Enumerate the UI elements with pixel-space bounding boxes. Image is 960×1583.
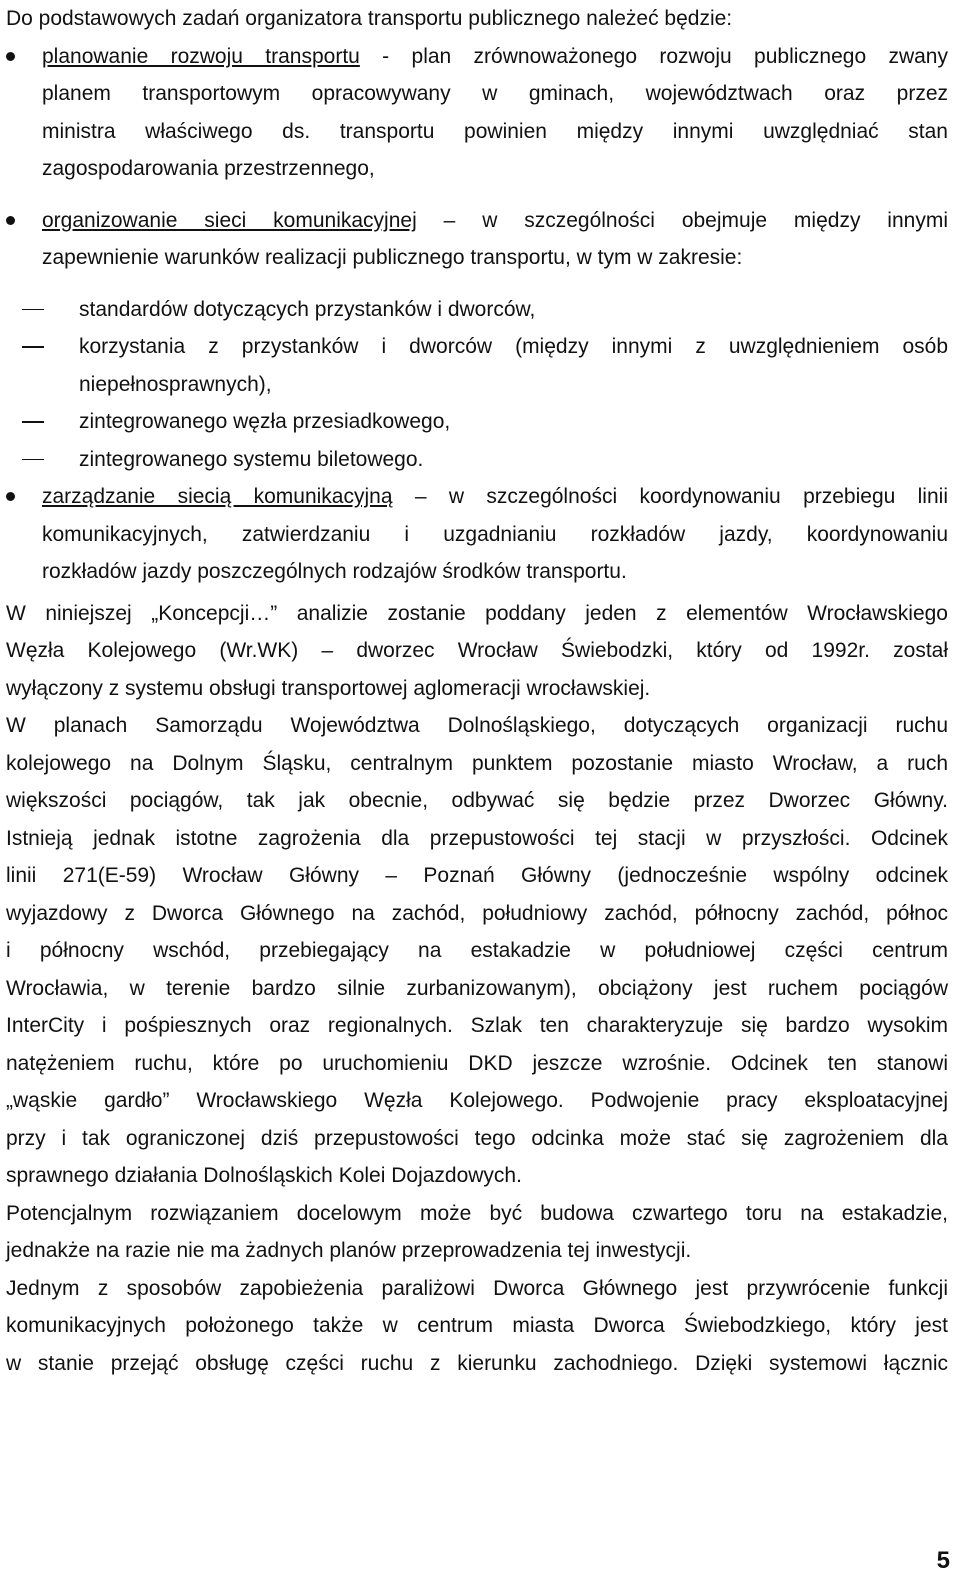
dash-icon xyxy=(22,346,44,348)
bullet-icon xyxy=(6,492,15,501)
list-item: zarządzanie siecią komunikacyjną – w szczególności koordynowaniu przebiegu linii komunikacyjnych, zatwierdzaniu i uzgadnianiu rozkładów jazdy, koordynowaniu rozkładów jazdy poszczególnych rodzajów środków transportu. xyxy=(6,478,948,591)
sub-list-item: zintegrowanego węzła przesiadkowego, xyxy=(6,403,948,441)
bullet-icon xyxy=(6,216,15,225)
sub-list-item: zintegrowanego systemu biletowego. xyxy=(6,441,948,479)
intro-text: Do podstawowych zadań organizatora transportu publicznego należeć będzie: xyxy=(6,7,733,30)
document-page xyxy=(6,0,948,1382)
paragraph: Jednym z sposobów zapobieżenia paraliżowi Dworca Głównego jest przywrócenie funkcji komunikacyjnych położonego także w centrum miasta Dworca Świebodzkiego, który jest w stanie przejąć obsługę części ruchu z kierunku zachodniego. Dzięki systemowi łącznic xyxy=(6,1276,948,1375)
bullet-text: zagospodarowania przestrzennego, xyxy=(42,157,375,180)
bullet-text: rozkładów jazdy poszczególnych rodzajów środków transportu. xyxy=(42,560,627,583)
bullet-lead: planowanie rozwoju transportu xyxy=(42,44,360,68)
dash-icon xyxy=(22,309,44,311)
dash-icon xyxy=(22,459,44,461)
paragraph: W niniejszej „Koncepcji…” analizie zostanie poddany jeden z elementów Wrocławskiego Węzła Kolejowego (Wr.WK) – dworzec Wrocław Świebodzki, który od 1992r. został wyłączony z systemu obsługi transportowej aglomeracji wrocławskiej. xyxy=(6,601,948,700)
bullet-text: komunikacyjnych, zatwierdzaniu i uzgadnianiu rozkładów jazdy, koordynowaniu xyxy=(42,522,948,546)
list-item: organizowanie sieci komunikacyjnej – w szczególności obejmuje między innymi zapewnienie warunków realizacji publicznego transportu, w tym w zakresie: xyxy=(6,202,948,277)
bullet-lead: zarządzanie siecią komunikacyjną xyxy=(42,485,393,508)
bullet-lead: organizowanie sieci komunikacyjnej xyxy=(42,208,417,232)
paragraph: W planach Samorządu Województwa Dolnośląskiego, dotyczących organizacji ruchu kolejowego na Dolnym Śląsku, centralnym punktem pozostanie miasto Wrocław, a ruch większości pociągów, tak jak obecnie, odbywać się będzie przez Dworzec Główny. Istnieją jednak istotne zagrożenia dla przepustowości tej stacji w przyszłości. Odcinek linii 271(E-59) Wrocław Główny – Poznań Główny (jednocześnie wspólny odcinek wyjazdowy z Dworca Głównego na zachód, południowy zachód, północny zachód, północ i północny wschód, przebiegający na estakadzie w południowej części centrum Wrocławia, w terenie bardzo silnie zurbanizowanym), obciążony jest ruchem pociągów InterCity i pośpiesznych oraz regionalnych. Szlak ten charakteryzuje się bardzo wysokim natężeniem ruchu, które po uruchomieniu DKD jeszcze wzrośnie. Odcinek ten stanowi „wąskie gardło” Wrocławskiego Węzła Kolejowego. Podwojenie pracy eksploatacyjnej przy i tak ograniczonej dziś przepustowości tego odcinka może stać się zagrożeniem dla sprawnego działania Dolnośląskich Kolei Dojazdowych. xyxy=(6,714,948,1187)
bullet-text: ministra właściwego ds. transportu powinien między innymi uwzględniać stan xyxy=(42,119,948,143)
paragraph: Potencjalnym rozwiązaniem docelowym może być budowa czwartego toru na estakadzie, jednakże na razie nie ma żadnych planów przeprowadzenia tej inwestycji. xyxy=(6,1201,948,1262)
bullet-text: w szczególności obejmuje między innymi xyxy=(482,208,948,232)
bullet-text: w szczególności koordynowaniu przebiegu linii xyxy=(448,485,948,508)
dash-icon xyxy=(22,421,44,423)
bullet-icon xyxy=(6,52,15,61)
bullet-text: planem transportowym opracowywany w gminach, województwach oraz przez xyxy=(42,82,948,105)
page-number: 5 xyxy=(936,1547,950,1574)
bullet-text: zapewnienie warunków realizacji publicznego transportu, w tym w zakresie: xyxy=(42,246,743,269)
list-item: planowanie rozwoju transportu - plan zrównoważonego rozwoju publicznego zwany planem transportowym opracowywany w gminach, województwach oraz przez ministra właściwego ds. transportu powinien między innymi uwzględniać stan zagospodarowania przestrzennego, xyxy=(6,38,948,188)
sub-list-item: korzystania z przystanków i dworców (między innymi z uwzględnieniem osób xyxy=(6,328,948,366)
sub-list-item-text: niepełnosprawnych), xyxy=(79,372,272,396)
sub-list-item: standardów dotyczących przystanków i dworców, xyxy=(6,291,948,329)
bullet-text: plan zrównoważonego rozwoju publicznego zwany xyxy=(411,44,948,68)
